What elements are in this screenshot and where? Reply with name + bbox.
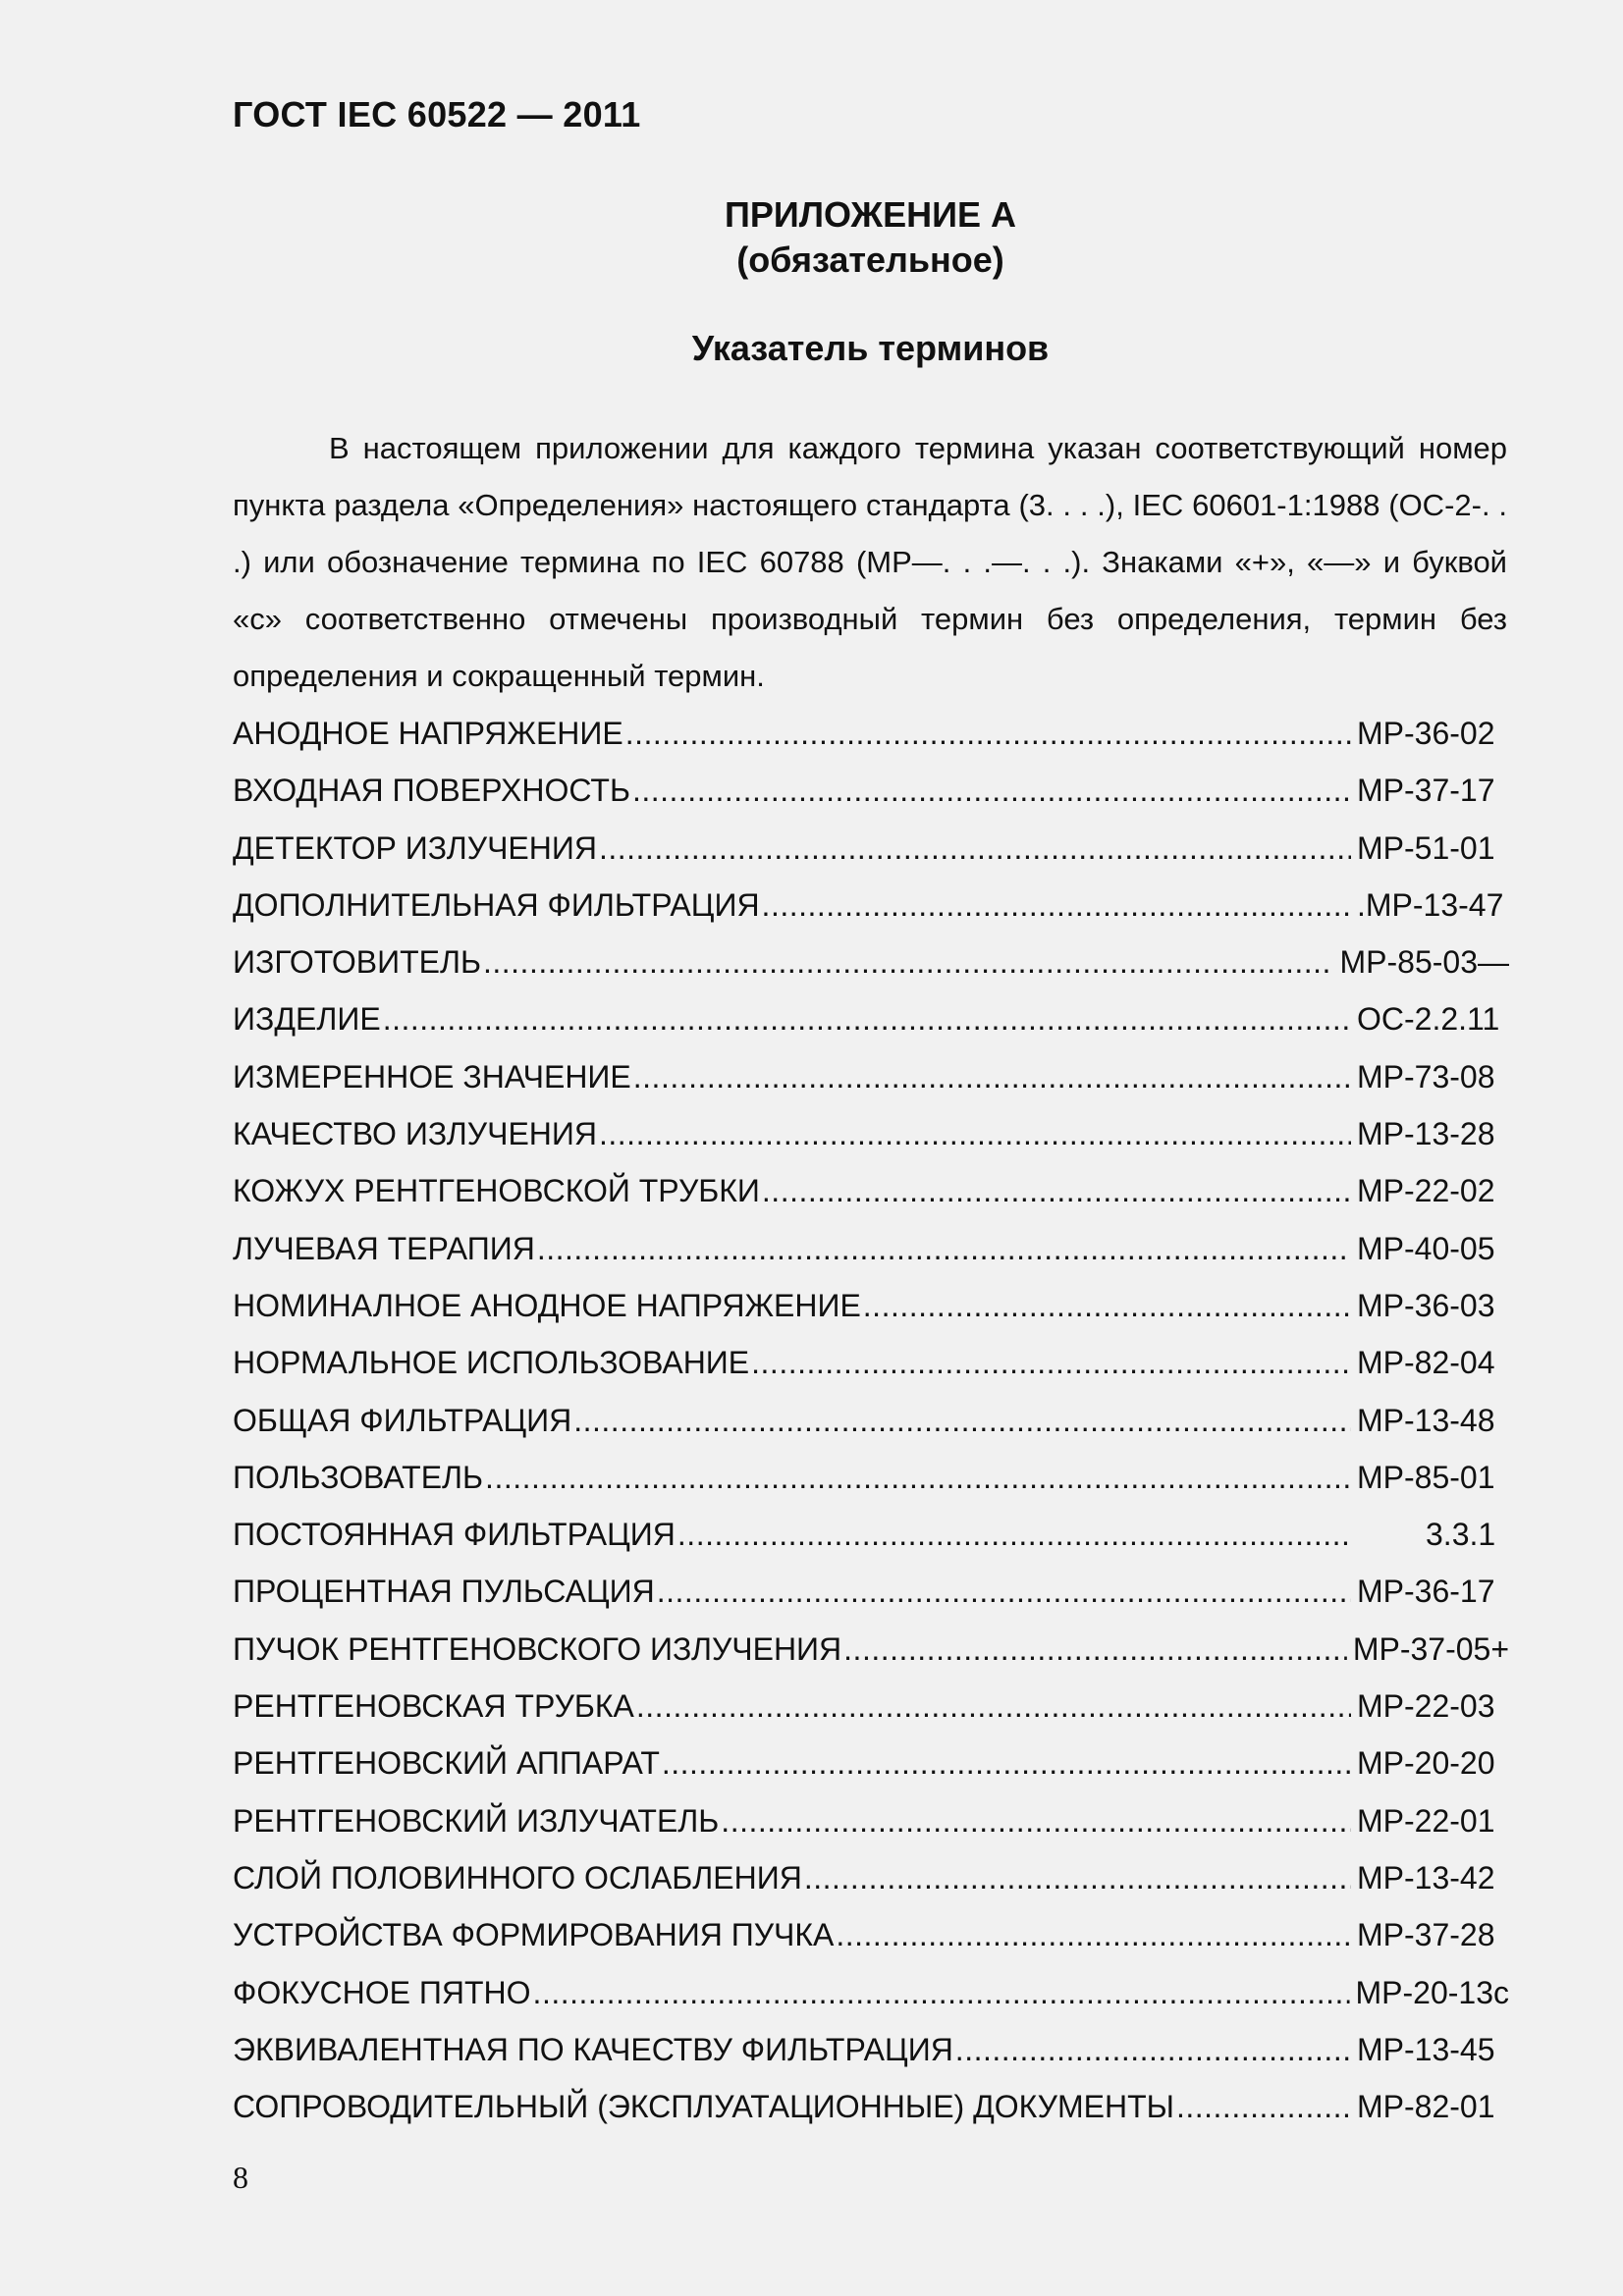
term-reference: МР-37-17 — [1357, 773, 1495, 809]
term-reference: 3.3.1 — [1426, 1517, 1496, 1553]
term-row — [233, 934, 1509, 990]
annex-subtitle: (обязательное) — [736, 240, 1004, 280]
term-name: РЕНТГЕНОВСКИЙ АППАРАТ — [233, 1745, 660, 1782]
term-name: ДЕТЕКТОР ИЗЛУЧЕНИЯ — [233, 829, 597, 866]
term-name: РЕНТГЕНОВСКАЯ ТРУБКА — [233, 1688, 634, 1725]
term-reference: МР-73-08 — [1357, 1058, 1495, 1095]
term-row — [233, 1678, 1509, 1735]
page-number: 8 — [233, 2160, 248, 2195]
dot-leader — [762, 1162, 1351, 1219]
term-row — [233, 820, 1509, 877]
term-reference: МР-82-04 — [1357, 1345, 1495, 1381]
term-reference: МР-20-20 — [1357, 1745, 1495, 1782]
dot-leader — [843, 1621, 1347, 1678]
annex-title: ПРИЛОЖЕНИЕ А — [725, 194, 1016, 235]
intro-paragraph: В настоящем приложении для каждого термина указан соответствующий номер пункта раздела «Определения» настоящего стандарта (3. . . .), IEC 60601-1:1988 (ОС-2-. . .) или обозначение термина по IEC 60788 (МР—. . .—. . .). Знаками «+», «—» и буквой «с» соответственно отмечены производный термин без определения, термин без определения и сокращенный термин. — [233, 431, 1507, 693]
dot-leader — [836, 1906, 1351, 1963]
dot-leader — [955, 2021, 1351, 2078]
term-reference: МР-51-01 — [1357, 829, 1495, 866]
dot-leader — [657, 1563, 1351, 1620]
term-reference: МР-82-01 — [1357, 2089, 1495, 2125]
term-name: СОПРОВОДИТЕЛЬНЫЙ (ЭКСПЛУАТАЦИОННЫЕ) ДОКУМЕНТЫ — [233, 2089, 1174, 2125]
term-row — [233, 1964, 1509, 2021]
dot-leader — [625, 705, 1351, 762]
term-row — [233, 762, 1509, 819]
term-reference: МР-37-05+ — [1352, 1630, 1509, 1667]
term-reference: МР-85-03— — [1339, 944, 1509, 981]
dot-leader — [1176, 2078, 1351, 2135]
term-row — [233, 1906, 1509, 1963]
term-reference: МР-13-42 — [1357, 1859, 1495, 1896]
dot-leader — [599, 1105, 1351, 1162]
term-reference: МР-22-02 — [1357, 1173, 1495, 1209]
term-row — [233, 705, 1509, 762]
dot-leader — [677, 1506, 1351, 1563]
term-reference: МР-85-01 — [1357, 1459, 1495, 1495]
term-reference: МР-37-28 — [1357, 1917, 1495, 1953]
dot-leader — [751, 1334, 1351, 1391]
term-row — [233, 1449, 1509, 1506]
term-row — [233, 2021, 1509, 2078]
term-row — [233, 1220, 1509, 1277]
term-name: ПОЛЬЗОВАТЕЛЬ — [233, 1459, 484, 1495]
term-name: ВХОДНАЯ ПОВЕРХНОСТЬ — [233, 773, 630, 809]
term-reference: МР-36-02 — [1357, 716, 1495, 751]
term-row — [233, 1162, 1509, 1219]
term-row — [233, 877, 1509, 934]
term-name: КАЧЕСТВО ИЗЛУЧЕНИЯ — [233, 1116, 597, 1152]
term-name: ФОКУСНОЕ ПЯТНО — [233, 1974, 531, 2010]
term-name: ПУЧОК РЕНТГЕНОВСКОГО ИЗЛУЧЕНИЯ — [233, 1630, 842, 1667]
term-row — [233, 1277, 1509, 1334]
term-name: ПОСТОЯННАЯ ФИЛЬТРАЦИЯ — [233, 1517, 676, 1553]
term-name: КОЖУХ РЕНТГЕНОВСКОЙ ТРУБКИ — [233, 1173, 760, 1209]
term-reference: ОС-2.2.11 — [1357, 1001, 1500, 1038]
dot-leader — [636, 1678, 1351, 1735]
term-name: РЕНТГЕНОВСКИЙ ИЗЛУЧАТЕЛЬ — [233, 1802, 720, 1839]
dot-leader — [721, 1792, 1351, 1849]
dot-leader — [599, 820, 1351, 877]
term-reference: МР-22-01 — [1357, 1802, 1495, 1839]
term-row — [233, 1849, 1509, 1906]
term-reference: МР-20-13с — [1355, 1974, 1509, 2010]
term-reference: МР-13-28 — [1357, 1116, 1495, 1152]
dot-leader — [383, 990, 1351, 1047]
term-reference: МР-36-17 — [1357, 1574, 1495, 1610]
document-header: ГОСТ IEC 60522 — 2011 — [233, 94, 641, 134]
term-row — [233, 1392, 1509, 1449]
term-name: НОМИНАЛНОЕ АНОДНОЕ НАПРЯЖЕНИЕ — [233, 1287, 861, 1323]
dot-leader — [573, 1392, 1351, 1449]
term-name: СЛОЙ ПОЛОВИННОГО ОСЛАБЛЕНИЯ — [233, 1859, 802, 1896]
term-name: АНОДНОЕ НАПРЯЖЕНИЕ — [233, 716, 623, 751]
index-title: Указатель терминов — [691, 328, 1050, 368]
term-reference: МР-22-03 — [1357, 1688, 1495, 1725]
term-row — [233, 1792, 1509, 1849]
term-name: ИЗГОТОВИТЕЛЬ — [233, 944, 481, 981]
dot-leader — [633, 1048, 1351, 1105]
term-name: ЛУЧЕВАЯ ТЕРАПИЯ — [233, 1230, 535, 1266]
term-name: УСТРОЙСТВА ФОРМИРОВАНИЯ ПУЧКА — [233, 1917, 835, 1953]
term-name: ДОПОЛНИТЕЛЬНАЯ ФИЛЬТРАЦИЯ — [233, 886, 760, 923]
dot-leader — [537, 1220, 1351, 1277]
term-row — [233, 1506, 1509, 1563]
term-name: ОБЩАЯ ФИЛЬТРАЦИЯ — [233, 1402, 572, 1438]
term-reference: МР-13-48 — [1357, 1402, 1495, 1438]
term-name: ЭКВИВАЛЕНТНАЯ ПО КАЧЕСТВУ ФИЛЬТРАЦИЯ — [233, 2031, 953, 2067]
term-row — [233, 1621, 1509, 1678]
dot-leader — [762, 877, 1351, 934]
term-index-list — [233, 705, 1509, 2135]
term-row — [233, 1105, 1509, 1162]
term-reference: МР-36-03 — [1357, 1287, 1495, 1323]
annex-heading — [0, 192, 1623, 283]
term-row — [233, 2078, 1509, 2135]
dot-leader — [662, 1735, 1351, 1791]
dot-leader — [485, 1449, 1351, 1506]
term-row — [233, 990, 1509, 1047]
term-name: ПРОЦЕНТНАЯ ПУЛЬСАЦИЯ — [233, 1574, 655, 1610]
term-row — [233, 1563, 1509, 1620]
dot-leader — [483, 934, 1334, 990]
dot-leader — [533, 1964, 1350, 2021]
dot-leader — [632, 762, 1351, 819]
dot-leader — [863, 1277, 1351, 1334]
term-reference: .МР-13-47 — [1357, 886, 1504, 923]
term-reference: МР-40-05 — [1357, 1230, 1495, 1266]
term-row — [233, 1048, 1509, 1105]
dot-leader — [804, 1849, 1351, 1906]
term-name: ИЗДЕЛИЕ — [233, 1001, 381, 1038]
term-name: НОРМАЛЬНОЕ ИСПОЛЬЗОВАНИЕ — [233, 1345, 750, 1381]
term-row — [233, 1334, 1509, 1391]
term-name: ИЗМЕРЕННОЕ ЗНАЧЕНИЕ — [233, 1058, 631, 1095]
term-reference: МР-13-45 — [1357, 2031, 1495, 2067]
term-row — [233, 1735, 1509, 1791]
